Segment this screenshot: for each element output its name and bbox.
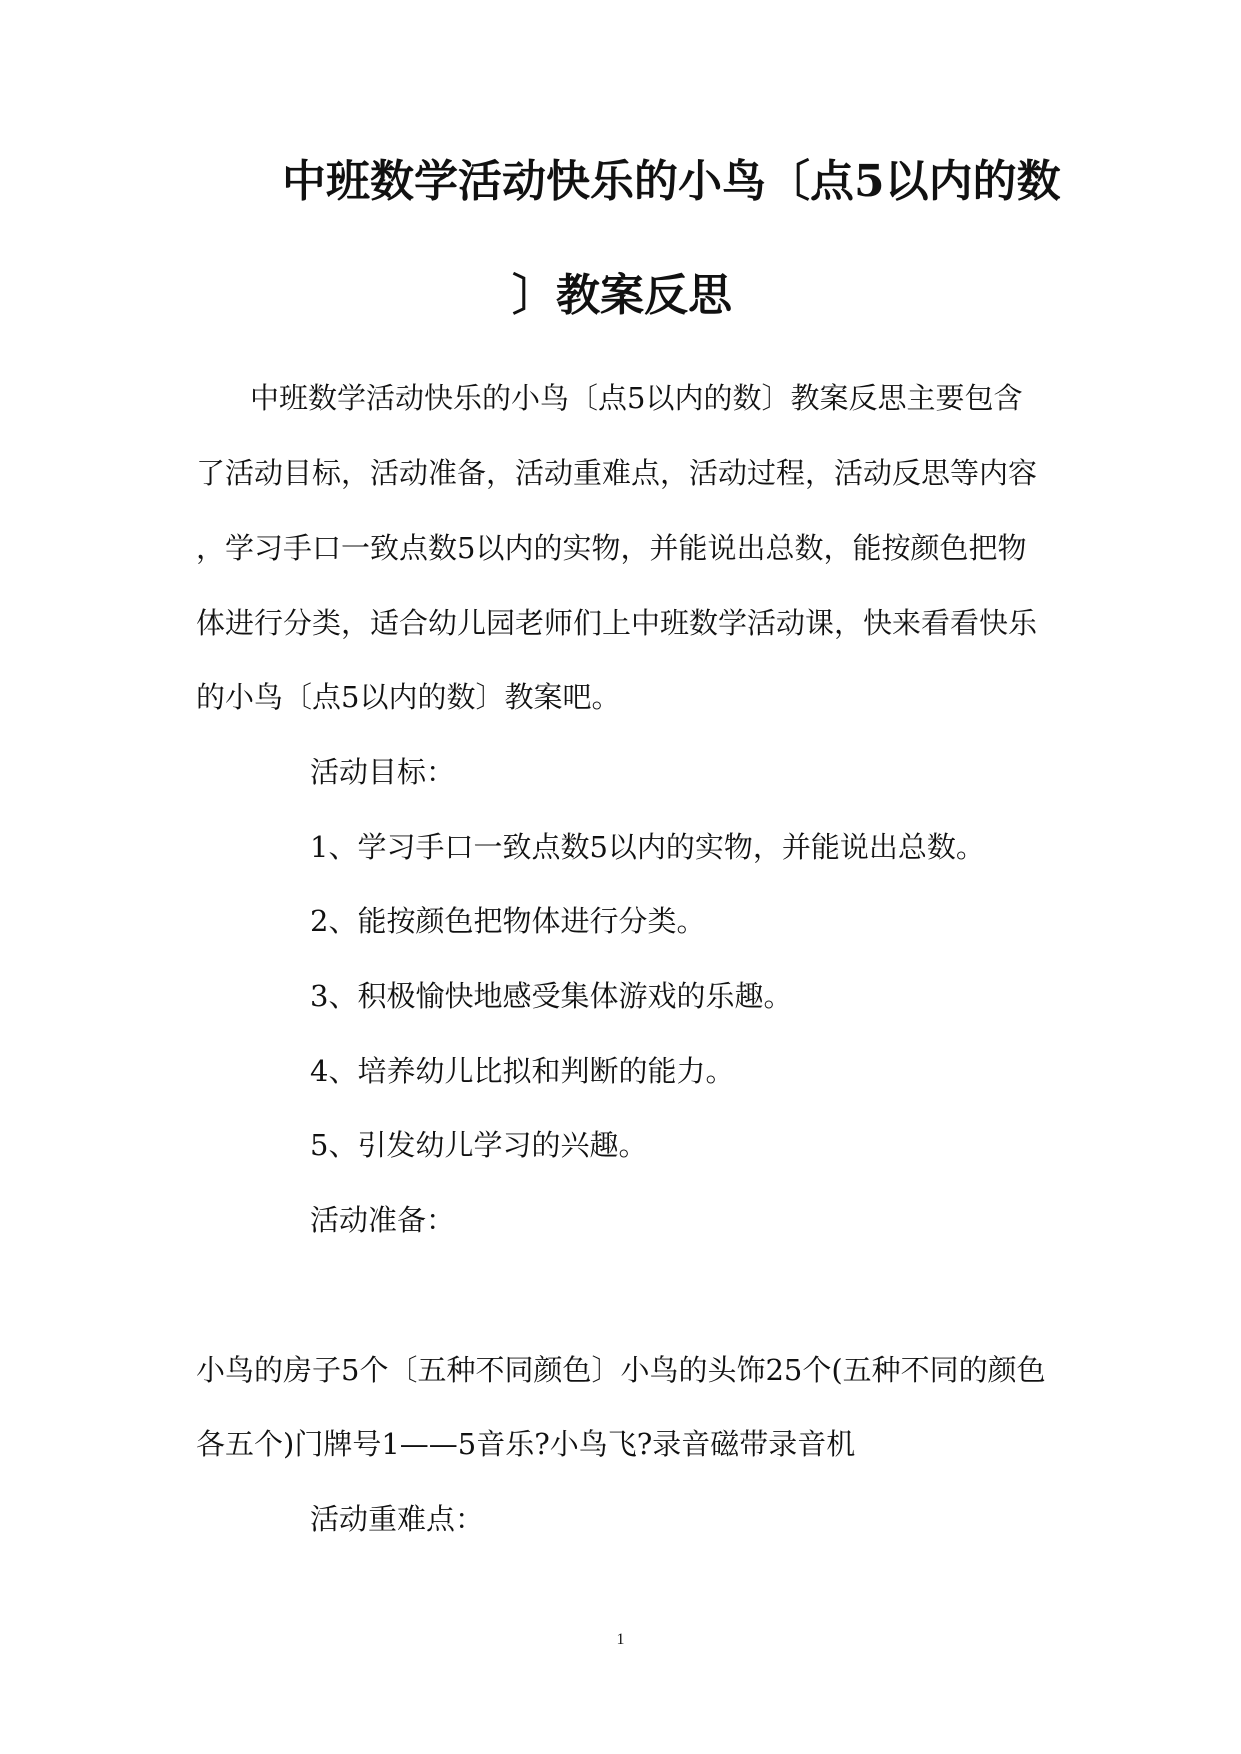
intro-line: 了活动目标，活动准备，活动重难点，活动过程，活动反思等内容 xyxy=(196,456,1038,490)
goal-item: 4、培养幼儿比拟和判断的能力。 xyxy=(310,1054,735,1088)
difficulty-heading: 活动重难点： xyxy=(310,1502,485,1536)
intro-line: 中班数学活动快乐的小鸟〔点5以内的数〕教案反思主要包含 xyxy=(250,381,1023,415)
prep-line: 小鸟的房子5个〔五种不同颜色〕小鸟的头饰25个(五种不同的颜色 xyxy=(196,1353,1046,1387)
prep-heading: 活动准备： xyxy=(310,1203,456,1237)
goal-item: 5、引发幼儿学习的兴趣。 xyxy=(310,1128,648,1162)
title-line: 〕教案反思 xyxy=(512,270,732,321)
page-number: 1 xyxy=(616,1631,625,1648)
intro-line: ，学习手口一致点数5以内的实物，并能说出总数，能按颜色把物 xyxy=(196,531,1027,565)
goal-item: 3、积极愉快地感受集体游戏的乐趣。 xyxy=(310,979,793,1013)
goal-item: 2、能按颜色把物体进行分类。 xyxy=(310,904,706,938)
goal-item: 1、学习手口一致点数5以内的实物，并能说出总数。 xyxy=(310,830,985,864)
goals-heading: 活动目标： xyxy=(310,755,456,789)
prep-line: 各五个)门牌号1——5音乐?小鸟飞?录音磁带录音机 xyxy=(196,1427,856,1461)
intro-line: 的小鸟〔点5以内的数〕教案吧。 xyxy=(196,680,621,714)
intro-line: 体进行分类，适合幼儿园老师们上中班数学活动课，快来看看快乐 xyxy=(196,606,1038,640)
title-line: 中班数学活动快乐的小鸟〔点5以内的数 xyxy=(282,156,1061,207)
